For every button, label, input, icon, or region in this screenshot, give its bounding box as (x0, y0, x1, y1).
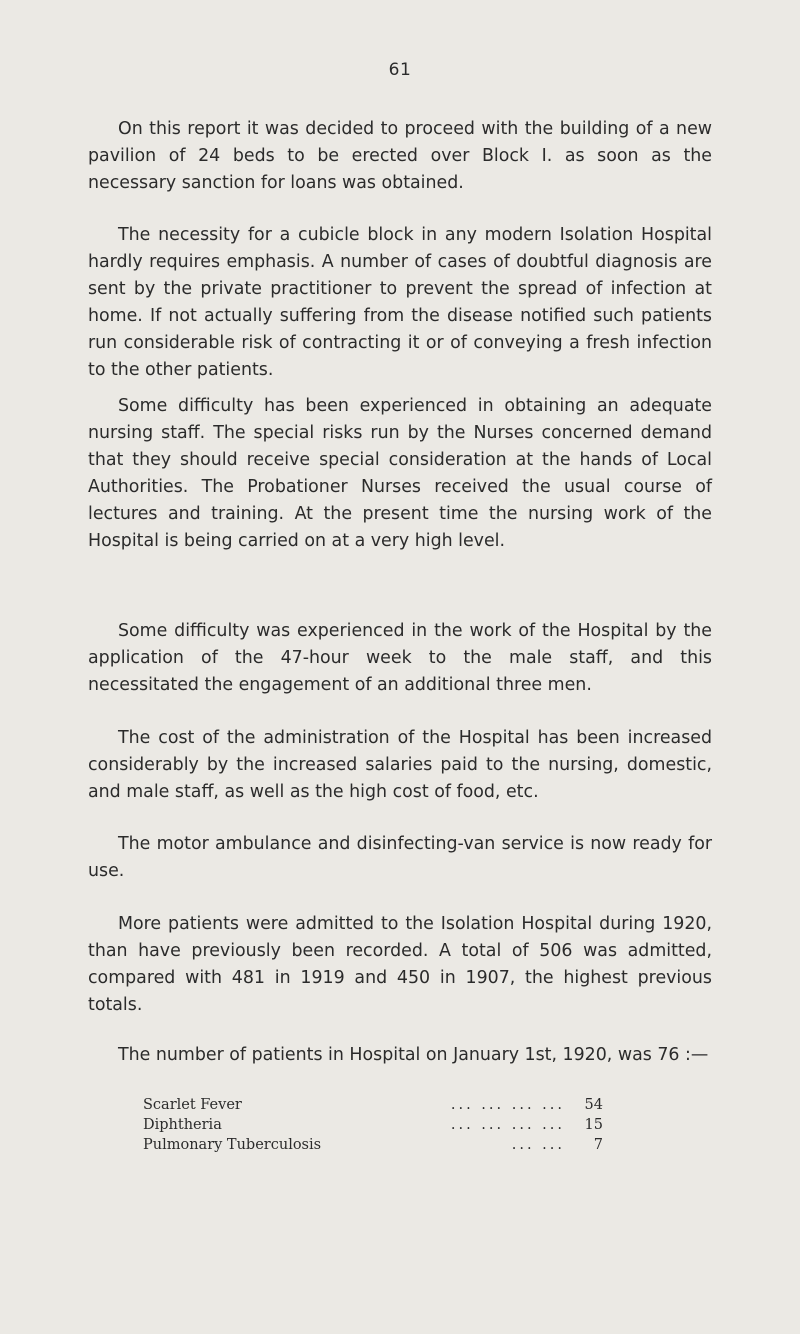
table-row (143, 1117, 603, 1137)
table-row (143, 1097, 603, 1117)
paragraph-nursing-staff: Some difficulty has been experienced in obtaining an adequate nursing staff. The special risks run by the Nurses concerned demand that they should receive special consideration at the hands of Local Authorities. The Probationer Nurses received the usual course of lectures and training. At the present time the nursing work of the Hospital is being carried on at a very high level. (88, 396, 712, 551)
paragraph-patients-count: The number of patients in Hospital on January 1st, 1920, was 76 :— (118, 1045, 709, 1065)
paragraph-47-hour-week: Some difficulty was experienced in the work of the Hospital by the application of the 47-hour week to the male staff, and this necessitated the engagement of an additional three men. (88, 621, 712, 695)
page-number: 61 (388, 60, 412, 80)
dot-leader: ... ... (511, 1137, 565, 1153)
patient-count: 15 (584, 1117, 603, 1133)
paragraph-ambulance: The motor ambulance and disinfecting-van service is now ready for use. (88, 834, 712, 881)
paragraph-pavilion: On this report it was decided to proceed with the building of a new pavilion of 24 beds to be erected over Block I. as soon as the necessary sanction for loans was obtained. (88, 119, 712, 193)
table-row (143, 1137, 603, 1157)
disease-label: Pulmonary Tuberculosis (143, 1137, 322, 1153)
patient-count: 54 (584, 1097, 603, 1113)
dot-leader: ... ... ... ... (450, 1117, 565, 1133)
paragraph-cubicle-block: The necessity for a cubicle block in any modern Isolation Hospital hardly requires emphasis. A number of cases of doubtful diagnosis are sent by the private practitioner to prevent the spread of infection at home. If not actually suffering from the disease notified such patients run considerable risk of contracting it or of conveying a fresh infection to the other patients. (88, 225, 712, 380)
dot-leader: ... ... ... ... (450, 1097, 565, 1113)
paragraph-administration-cost: The cost of the administration of the Hospital has been increased considerably by the increased salaries paid to the nursing, domestic, and male staff, as well as the high cost of food, etc. (88, 728, 712, 802)
paragraph-admissions: More patients were admitted to the Isolation Hospital during 1920, than have previously been recorded. A total of 506 was admitted, compared with 481 in 1919 and 450 in 1907, the highest previous totals. (88, 914, 712, 1015)
disease-label: Diphtheria (143, 1117, 222, 1133)
disease-label: Scarlet Fever (143, 1097, 242, 1113)
patients-table (143, 1097, 603, 1157)
patient-count: 7 (593, 1137, 603, 1153)
